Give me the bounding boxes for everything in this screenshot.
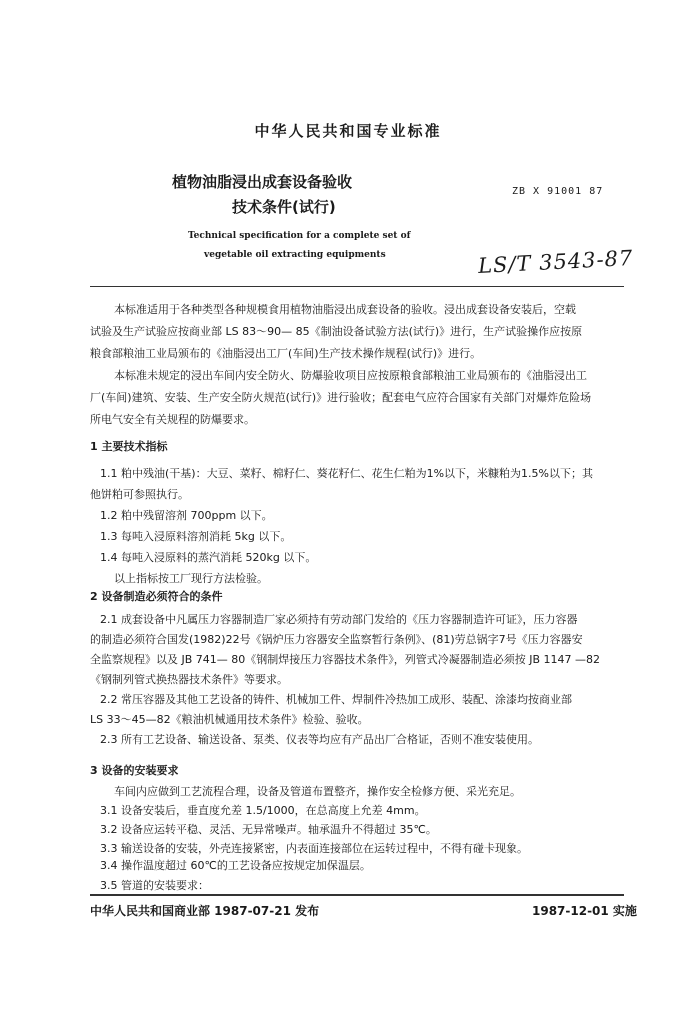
clause-line: 《钢制列管式换热器技术条件》等要求。 bbox=[90, 673, 288, 686]
clause-line: 1.3 每吨入浸原料溶剂消耗 5kg 以下。 bbox=[100, 530, 292, 543]
clause-line: 3.3 输送设备的安装，外壳连接紧密，内表面连接部位在运转过程中，不得有碰卡现象。 bbox=[100, 842, 528, 855]
document-title-line1: 植物油脂浸出成套设备验收 bbox=[172, 173, 353, 191]
clause-line: 车间内应做到工艺流程合理，设备及管道布置整齐，操作安全检修方便、采光充足。 bbox=[114, 785, 521, 798]
standard-number: ZB X 91001 87 bbox=[512, 186, 604, 197]
clause-line: 1.2 粕中残留溶剂 700ppm 以下。 bbox=[100, 509, 273, 522]
intro-line: 厂(车间)建筑、安装、生产安全防火规范(试行)》进行验收；配套电气应符合国家有关部门对爆炸危险场 bbox=[90, 391, 592, 404]
clause-line: 3.2 设备应运转平稳、灵活、无异常噪声。轴承温升不得超过 35℃。 bbox=[100, 823, 437, 836]
standard-category-title: 中华人民共和国专业标准 bbox=[254, 122, 442, 140]
issue-date: 中华人民共和国商业部 1987-07-21 发布 bbox=[90, 904, 320, 918]
handwritten-standard-number: LS/T 3543-87 bbox=[477, 245, 634, 279]
intro-line: 本标准适用于各种类型各种规模食用植物油脂浸出成套设备的验收。浸出成套设备安装后，空载 bbox=[114, 303, 576, 316]
clause-line: 他饼粕可参照执行。 bbox=[90, 488, 189, 501]
clause-line: LS 33～45—82《粮油机械通用技术条件》检验、验收。 bbox=[90, 713, 369, 726]
clause-line: 以上指标按工厂现行方法检验。 bbox=[114, 572, 268, 585]
english-title-line2: vegetable oil extracting equipments bbox=[204, 250, 386, 260]
intro-line: 粮食部粮油工业局颁布的《油脂浸出工厂(车间)生产技术操作规程(试行)》进行。 bbox=[90, 347, 482, 360]
clause-line: 的制造必须符合国发(1982)22号《锅炉压力容器安全监察暂行条例》、(81)劳总锅字7号《压力容器安 bbox=[90, 633, 583, 646]
clause-line: 1.4 每吨入浸原料的蒸汽消耗 520kg 以下。 bbox=[100, 551, 317, 564]
english-title-line1: Technical specification for a complete set of bbox=[188, 231, 411, 241]
effective-date: 1987-12-01 实施 bbox=[532, 904, 637, 918]
intro-line: 本标准未规定的浸出车间内安全防火、防爆验收项目应按原粮食部粮油工业局颁布的《油脂浸出工 bbox=[114, 369, 587, 382]
clause-line: 2.3 所有工艺设备、输送设备、泵类、仪表等均应有产品出厂合格证，否则不准安装使用。 bbox=[100, 733, 539, 746]
intro-line: 所电气安全有关规程的防爆要求。 bbox=[90, 413, 255, 426]
clause-line: 2.2 常压容器及其他工艺设备的铸件、机械加工件、焊制件冷热加工成形、装配、涂漆均按商业部 bbox=[100, 693, 572, 706]
clause-line: 3.4 操作温度超过 60℃的工艺设备应按规定加保温层。 bbox=[100, 859, 371, 872]
section-heading: 2 设备制造必须符合的条件 bbox=[90, 590, 223, 603]
footer-divider bbox=[90, 894, 624, 896]
clause-line: 3.5 管道的安装要求： bbox=[100, 879, 209, 892]
intro-line: 试验及生产试验应按商业部 LS 83～90— 85《制油设备试验方法(试行)》进行，生产试验操作应按原 bbox=[90, 325, 583, 338]
document-title-line2: 技术条件(试行) bbox=[232, 198, 336, 216]
section-heading: 3 设备的安装要求 bbox=[90, 764, 179, 777]
clause-line: 3.1 设备安装后，垂直度允差 1.5/1000，在总高度上允差 4mm。 bbox=[100, 804, 426, 817]
clause-line: 2.1 成套设备中凡属压力容器制造厂家必须持有劳动部门发给的《压力容器制造许可证》，压力容器 bbox=[100, 613, 578, 626]
clause-line: 全监察规程》以及 JB 741— 80《钢制焊接压力容器技术条件》，列管式冷凝器制造必须按 JB 1147 —82 bbox=[90, 653, 601, 666]
clause-line: 1.1 粕中残油(干基)：大豆、菜籽、棉籽仁、葵花籽仁、花生仁粕为1%以下，米糠粕为1.5%以下；其 bbox=[100, 467, 593, 480]
header-divider bbox=[90, 286, 624, 287]
section-heading: 1 主要技术指标 bbox=[90, 440, 168, 453]
